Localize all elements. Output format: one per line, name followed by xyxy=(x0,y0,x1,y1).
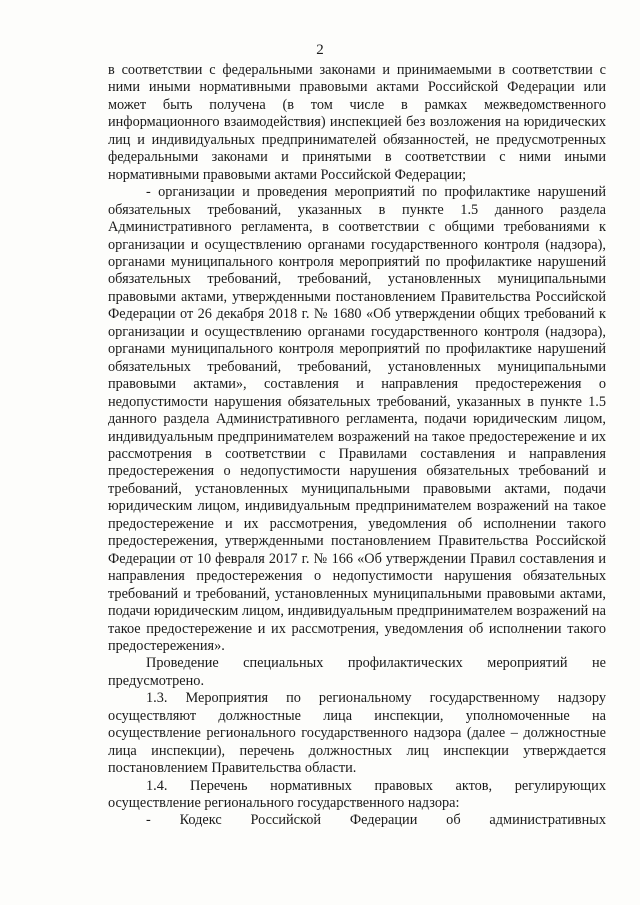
paragraph-special-measures: Проведение специальных профилактических мероприятий не предусмотрено. xyxy=(108,655,606,689)
paragraph-prevention-measures: - организации и проведения мероприятий по профилактике нарушений обязательных требований, указанных в пункте 1.5 данного раздела Административного регламента, в соответствии с общими требованиями к организации и осуществлению органами государственного контроля (надзора), органами муниципального контроля мероприятий по профилактике нарушений обязательных требований, требований, установленных муниципальными правовыми актами, утвержденными постановлением Правительства Российской Федерации от 26 декабря 2018 г. № 1680 «Об утверждении общих требований к организации и осуществлению органами государственного контроля (надзора), органами муниципального контроля мероприятий по профилактике нарушений обязательных требований, требований, установленных муниципальными правовыми актами», составления и направления предостережения о недопустимости нарушения обязательных требований, указанных в пункте 1.5 данного раздела Административного регламента, подачи юридическим лицом, индивидуальным предпринимателем возражений на такое предостережение и их рассмотрения в соответствии с Правилами составления и направления предостережения о недопустимости нарушения обязательных требований и требований, установленных муниципальными правовыми актами, подачи юридическим лицом, индивидуальным предпринимателем возражений на такое предостережение и их рассмотрения, уведомления об исполнении такого предостережения, утвержденными постановлением Правительства Российской Федерации от 10 февраля 2017 г. № 166 «Об утверждении Правил составления и направления предостережения о недопустимости нарушения обязательных требований и требований, установленных муниципальными правовыми актами, подачи юридическим лицом, индивидуальным предпринимателем возражений на такое предостережение и их рассмотрения, уведомления об исполнении такого предостережения». xyxy=(108,184,606,654)
page-number: 2 xyxy=(316,42,324,58)
list-item-code: - Кодекс Российской Федерации об административных xyxy=(146,812,606,829)
paragraph-1-3: 1.3. Мероприятия по региональному государственному надзору осуществляют должностные лица инспекции, уполномоченные на осуществление регионального государственного надзора (далее – должностные лица инспекции), перечень должностных лиц инспекции утверждается постановлением Правительства области. xyxy=(108,690,606,777)
document-body xyxy=(108,62,606,830)
paragraph-1-4: 1.4. Перечень нормативных правовых актов, регулирующих осуществление регионального государственного надзора: xyxy=(108,777,606,812)
paragraph-continuation: в соответствии с федеральными законами и принимаемыми в соответствии с ними иными нормативными правовыми актами Российской Федерации или может быть получена (в том числе в рамках межведомственного информационного взаимодействия) инспекцией без возложения на юридических лиц и индивидуальных предпринимателей обязанностей, не предусмотренных федеральными законами и принятыми в соответствии с ними иными нормативными правовыми актами Российской Федерации; xyxy=(108,62,606,183)
